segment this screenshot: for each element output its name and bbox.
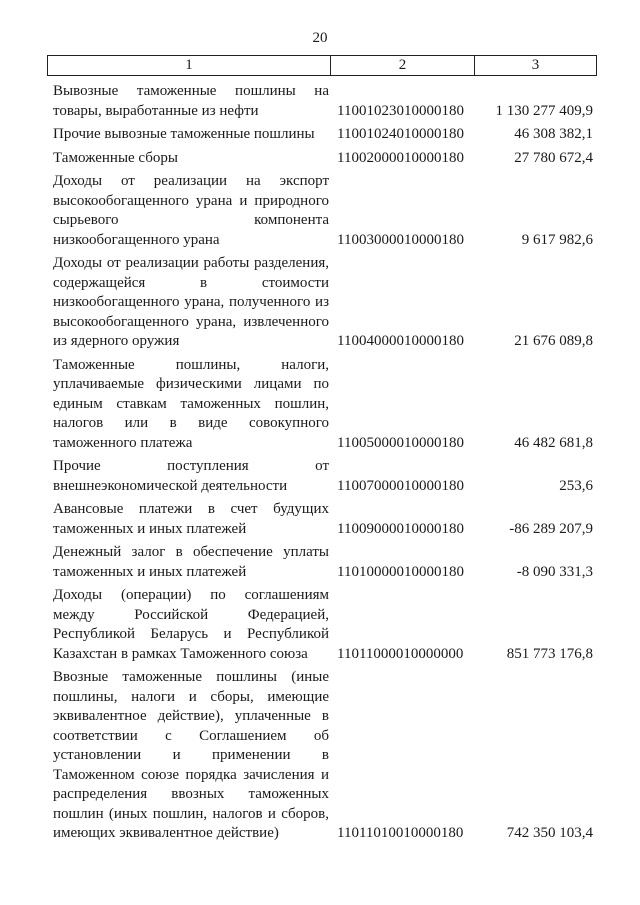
revenue-item-name-line: Прочие вывозные таможенные пошлины [53,126,315,142]
revenue-item-name-line: Вывозные таможенные пошлины на [53,83,329,99]
table-row [53,586,593,664]
revenue-item-name-line: Доходы (операции) по соглашениям [53,587,329,603]
revenue-item-name [53,356,329,454]
revenue-amount: 46 308 382,1 [514,126,593,142]
budget-classification-code: 11001024010000180 [337,126,464,142]
revenue-item-name-line: Таможенные пошлины, налоги, [53,356,329,373]
table-row [53,254,593,352]
revenue-item-name [53,457,329,496]
revenue-item-name-line: установлении и применении в [53,747,329,763]
revenue-item-name-line: соответствии с Соглашением об [53,727,329,744]
revenue-item-name-line: Казахстан в рамках Таможенного союза [53,645,308,662]
budget-classification-code: 11010000010000180 [337,563,464,580]
revenue-amount: 21 676 089,8 [514,333,593,349]
revenue-item-name-line: эквивалентное действие), уплаченные в [53,708,329,724]
page-number: 20 [312,30,328,46]
revenue-amount: 9 617 982,6 [521,231,593,248]
revenue-item-name [53,668,329,844]
revenue-amount: 253,6 [559,477,593,494]
revenue-item-name-line: Денежный залог в обеспечение уплаты [53,544,329,560]
revenue-item-name-line: таможенных и иных платежей [53,520,247,537]
budget-classification-code: 11011000010000000 [337,645,464,662]
budget-classification-code: 11011010010000180 [337,825,464,841]
header-col-3: 3 [531,57,540,73]
revenue-item-name-line: Доходы от реализации работы разделения, [53,255,329,271]
revenue-item-name-line: низкообогащенного урана [53,231,220,248]
budget-classification-code: 11002000010000180 [337,149,464,166]
revenue-amount: 27 780 672,4 [514,149,593,166]
table-row [53,500,593,539]
revenue-item-name [53,586,329,664]
revenue-item-name-line: единым ставкам таможенных пошлин, [53,395,329,412]
revenue-item-name-line: высокообогащенного урана и природного [53,192,329,209]
revenue-item-name [53,500,329,539]
budget-classification-code: 11003000010000180 [337,231,464,248]
budget-classification-code: 11009000010000180 [337,520,464,537]
table-header [47,55,597,76]
revenue-item-name-line: высокообогащенного урана, извлеченного [53,313,329,330]
header-col-2: 2 [331,56,475,75]
table-row [53,668,593,844]
revenue-item-name-line: Республикой Беларусь и Республикой [53,626,329,642]
revenue-item-name-line: Доходы от реализации на экспорт [53,173,329,189]
revenue-item-name-line: налогов или в виде совокупного [53,415,329,431]
table-row [53,543,593,582]
budget-classification-code: 11007000010000180 [337,477,464,494]
revenue-item-name [53,125,329,145]
revenue-item-name-line: внешнеэкономической деятельности [53,477,288,494]
revenue-amount: 1 130 277 409,9 [495,102,593,119]
revenue-item-name-line: таможенного платежа [53,434,193,451]
table-row [53,82,593,121]
budget-classification-code: 11001023010000180 [337,102,464,119]
revenue-item-name-line: уплачиваемые физическими лицами по [53,376,329,392]
revenue-item-name-line: из ядерного оружия [53,333,180,349]
revenue-item-name-line: Таможенные сборы [53,149,178,166]
revenue-item-name-line: Авансовые платежи в счет будущих [53,501,329,517]
revenue-item-name-line: низкообогащенного урана, полученного из [53,294,329,310]
budget-classification-code: 11005000010000180 [337,434,464,451]
revenue-table-body [53,82,593,848]
table-row [53,125,593,145]
revenue-amount: 46 482 681,8 [514,434,593,451]
revenue-item-name-line: пошлин (иных пошлин, налогов и сборов, [53,805,329,822]
revenue-item-name [53,543,329,582]
revenue-item-name [53,254,329,352]
revenue-item-name-line: имеющих эквивалентное действие) [53,825,279,841]
budget-classification-code: 11004000010000180 [337,333,464,349]
revenue-item-name [53,149,329,169]
revenue-item-name-line: Таможенном союзе порядка зачисления и [53,766,329,783]
revenue-item-name-line: товары, выработанные из нефти [53,102,259,119]
revenue-item-name [53,172,329,250]
header-col-1: 1 [48,56,331,75]
revenue-item-name [53,82,329,121]
revenue-amount: -8 090 331,3 [516,563,593,580]
revenue-item-name-line: содержащейся в стоимости [53,274,329,291]
revenue-item-name-line: распределения ввозных таможенных [53,786,329,802]
revenue-item-name-line: пошлины, налоги и сборы, имеющие [53,688,329,705]
revenue-amount: 851 773 176,8 [506,645,593,662]
revenue-item-name-line: между Российской Федерацией, [53,606,329,623]
revenue-amount: 742 350 103,4 [506,825,593,841]
table-row [53,149,593,169]
table-row [53,457,593,496]
revenue-item-name-line: Прочие поступления от [53,458,329,474]
revenue-item-name-line: сырьевого компонента [53,212,329,228]
table-row [53,356,593,454]
table-row [53,172,593,250]
revenue-amount: -86 289 207,9 [509,520,593,537]
revenue-item-name-line: таможенных и иных платежей [53,563,247,580]
revenue-item-name-line: Ввозные таможенные пошлины (иные [53,669,329,685]
